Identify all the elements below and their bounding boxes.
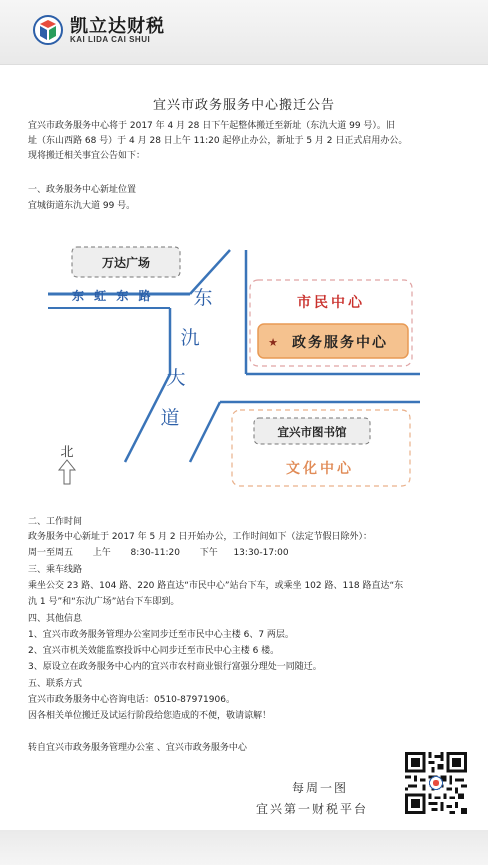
intro-line-3: 现将搬迁相关事宜公告如下： bbox=[28, 151, 146, 161]
slogan-line-1: 每周一图 bbox=[292, 781, 349, 795]
am-time: 8:30-11:20 bbox=[130, 548, 180, 558]
qr-code-icon[interactable] bbox=[405, 752, 467, 814]
section4-heading: 四、其他信息 bbox=[28, 614, 83, 624]
page-title: 宜兴市政务服务中心搬迁公告 bbox=[152, 98, 335, 113]
brand-name-cn: 凯立达财税 bbox=[70, 16, 165, 37]
section4-item-2: 2、宜兴市机关效能监察投诉中心同步迁至市民中心主楼 6 楼。 bbox=[28, 646, 280, 656]
section1-heading: 一、政务服务中心新址位置 bbox=[28, 185, 137, 195]
shimin-label: 市民中心 bbox=[297, 295, 365, 311]
dongjiu-char-3: 大 bbox=[166, 367, 186, 389]
wenhua-label: 文化中心 bbox=[286, 461, 354, 477]
road-line bbox=[190, 402, 220, 462]
section4-item-1: 1、宜兴市政务服务管理办公室同步迁至市民中心主楼 6、7 两层。 bbox=[28, 630, 294, 640]
dongjiu-char-2: 氿 bbox=[180, 327, 200, 349]
donghong-road-label: 东 虹 东 路 bbox=[72, 289, 154, 303]
section4-item-3: 3、原设立在政务服务中心内的宜兴市农村商业银行富强分理处一同随迁。 bbox=[28, 662, 322, 672]
header-banner bbox=[0, 0, 488, 65]
intro-paragraph bbox=[28, 119, 468, 164]
brand-logo-icon bbox=[32, 14, 64, 46]
am-label: 上午 bbox=[92, 548, 111, 558]
north-label: 北 bbox=[60, 445, 74, 460]
intro-line-2: 址（东山西路 68 号）于 4 月 28 日上午 11:20 起停止办公，新址于 5 月 2 日正式启用办公。 bbox=[28, 136, 408, 146]
repost-source: 转自宜兴市政务服务管理办公室 、宜兴市政务服务中心 bbox=[28, 743, 247, 753]
work-hours-row bbox=[28, 546, 289, 560]
section2-heading: 二、工作时间 bbox=[28, 517, 83, 527]
library-label: 宜兴市图书馆 bbox=[277, 425, 347, 439]
footer-banner bbox=[0, 830, 488, 865]
pm-time: 13:30-17:00 bbox=[233, 548, 289, 558]
location-map bbox=[20, 232, 470, 502]
dongjiu-char-1: 东 bbox=[193, 287, 213, 309]
work-days: 周一至周五 bbox=[28, 548, 74, 558]
brand-name-en: KAI LIDA CAI SHUI bbox=[70, 35, 151, 44]
section2-body: 政务服务中心新址于 2017 年 5 月 2 日开始办公，工作时间如下（法定节假日除外）： bbox=[28, 532, 373, 542]
zhengwu-label: 政务服务中心 bbox=[292, 335, 388, 351]
dongjiu-char-4: 道 bbox=[160, 407, 180, 429]
section1-body: 宜城街道东氿大道 99 号。 bbox=[28, 201, 136, 211]
section5-heading: 五、联系方式 bbox=[28, 679, 83, 689]
intro-line-1: 宜兴市政务服务中心将于 2017 年 4 月 28 日下午起整体搬迁至新址（东氿大道 99 号）。旧 bbox=[28, 121, 395, 131]
wanda-label: 万达广场 bbox=[101, 256, 151, 270]
section3-heading: 三、乘车线路 bbox=[28, 565, 83, 575]
contact-phone: 宜兴市政务服务中心咨询电话：0510-87971906。 bbox=[28, 695, 235, 705]
apology-text: 因各相关单位搬迁及试运行阶段给您造成的不便，敬请谅解！ bbox=[28, 711, 272, 721]
pm-label: 下午 bbox=[199, 548, 218, 558]
section3-line-2: 氿 1 号”和“东氿广场”站台下车即到。 bbox=[28, 597, 180, 607]
north-arrow-icon bbox=[59, 460, 75, 484]
slogan-line-2: 宜兴第一财税平台 bbox=[256, 802, 369, 816]
section3-line-1: 乘坐公交 23 路、104 路、220 路直达“市民中心”站台下车，或乘坐 102 路、118 路直达“东 bbox=[28, 581, 404, 591]
star-icon: ★ bbox=[268, 336, 278, 349]
